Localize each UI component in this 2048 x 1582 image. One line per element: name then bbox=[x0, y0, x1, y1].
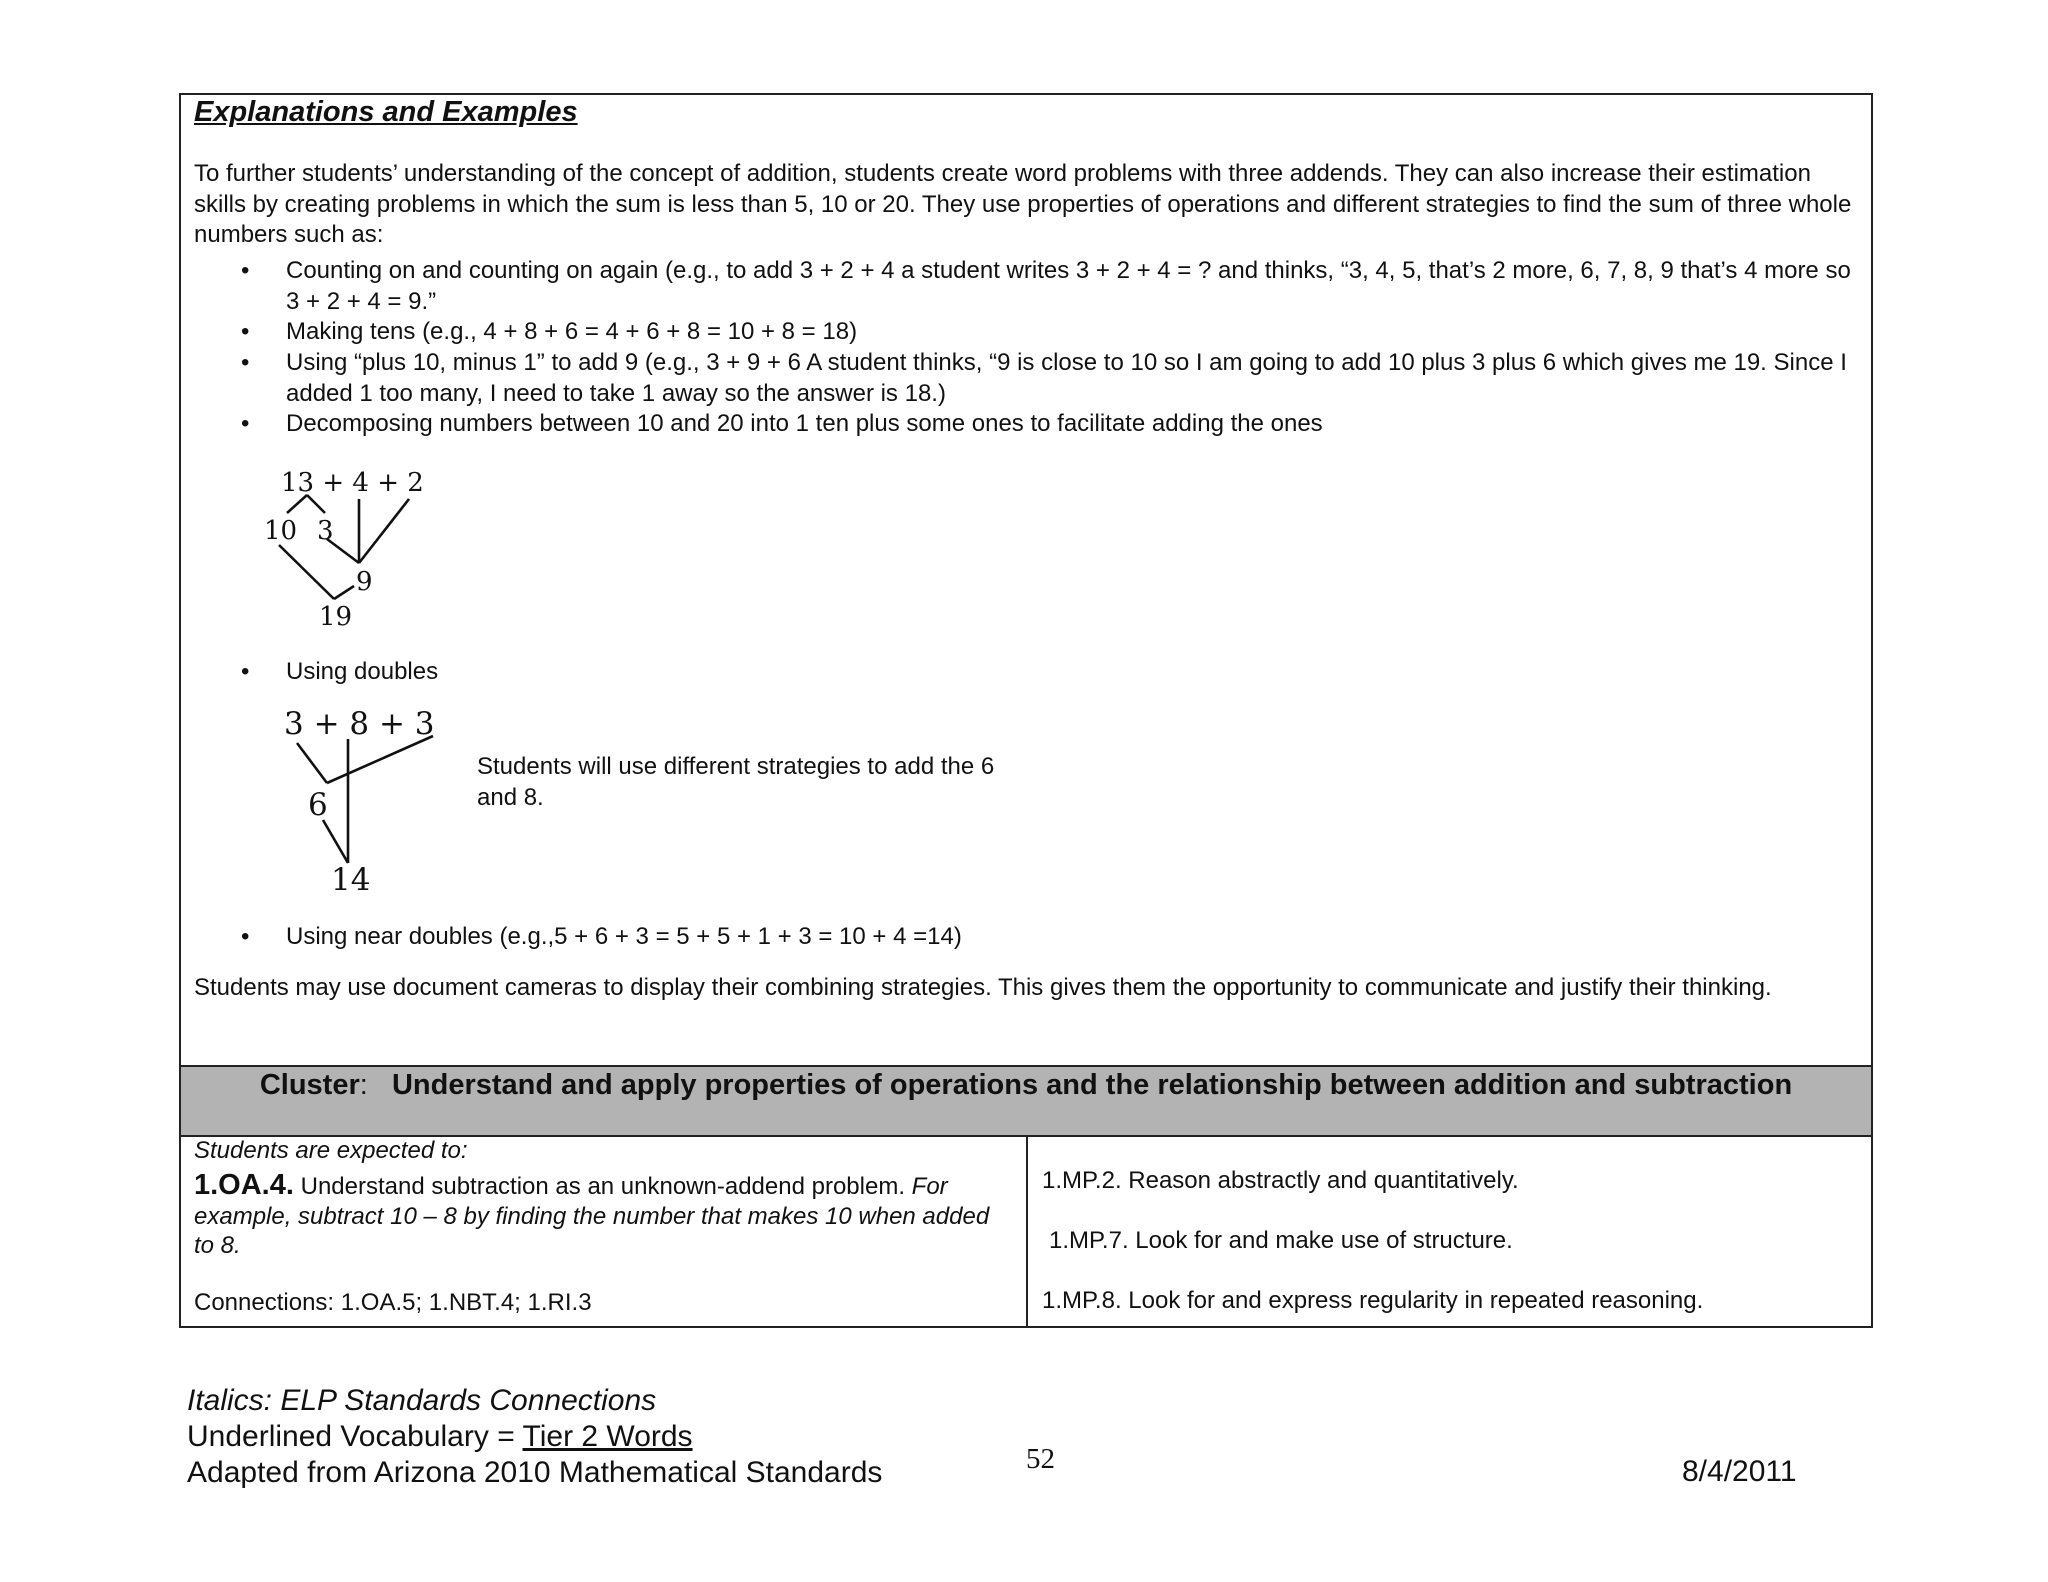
diagram-branch-line bbox=[359, 499, 409, 563]
closing-paragraph: Students may use document cameras to display their combining strategies. This gives them the opportunity to communicate and justify their thinking. bbox=[194, 974, 1772, 1001]
cluster-colon: : bbox=[359, 1069, 368, 1101]
diagram-branch-line bbox=[297, 743, 327, 783]
vocabulary-note bbox=[187, 1419, 882, 1455]
diagram-total: 14 bbox=[331, 862, 371, 893]
cluster-header bbox=[181, 1065, 1871, 1137]
standards-table bbox=[179, 93, 1873, 1328]
bullet-icon: • bbox=[241, 923, 250, 950]
practices-cell bbox=[1028, 1137, 1871, 1328]
footer-notes bbox=[187, 1383, 882, 1491]
bullet-icon: • bbox=[241, 658, 250, 685]
strategy-text: Making tens (e.g., 4 + 8 + 6 = 4 + 6 + 8 = 10 + 8 = 18) bbox=[286, 318, 858, 345]
strategy-text: Decomposing numbers between 10 and 20 into 1 ten plus some ones to facilitate adding the ones bbox=[286, 410, 1323, 437]
practice-item: 1.MP.2. Reason abstractly and quantitatively. bbox=[1042, 1167, 1519, 1194]
practice-item: 1.MP.8. Look for and express regularity in repeated reasoning. bbox=[1042, 1287, 1704, 1314]
diagram-expression: 3 + 8 + 3 bbox=[284, 706, 435, 742]
explanations-section bbox=[181, 95, 1871, 1065]
bullet-icon: • bbox=[241, 257, 250, 284]
standard-cell bbox=[181, 1137, 1028, 1328]
vocabulary-term: Tier 2 Words bbox=[522, 1420, 693, 1453]
cluster-title: Understand and apply properties of operations and the relationship between addition and subtraction bbox=[391, 1069, 1793, 1101]
diagram-branch-line bbox=[327, 539, 359, 563]
diagram-six: 6 bbox=[308, 787, 328, 823]
expected-label: Students are expected to: bbox=[194, 1137, 468, 1164]
doubles-note: Students will use different strategies to add the 6 and 8. bbox=[477, 753, 995, 811]
document-date: 8/4/2011 bbox=[1682, 1455, 1797, 1488]
strategy-text: Counting on and counting on again (e.g., to add 3 + 2 + 4 a student writes 3 + 2 + 4 = ? and thinks, “3, 4, 5, that’s 2 more, 6, 7, 8, 9 that’s 4 more so 3 + 2 + 4 = 9.” bbox=[286, 257, 1851, 315]
standards-row bbox=[181, 1137, 1871, 1328]
diagram-nine: 9 bbox=[356, 567, 373, 597]
source-note: Adapted from Arizona 2010 Mathematical Standards bbox=[187, 1456, 883, 1489]
diagram-ten: 10 bbox=[264, 516, 298, 546]
diagram-branch-line bbox=[279, 545, 334, 599]
strategy-text: Using near doubles (e.g.,5 + 6 + 3 = 5 + 5 + 1 + 3 = 10 + 4 =14) bbox=[286, 923, 962, 950]
vocabulary-prefix: Underlined Vocabulary = bbox=[187, 1420, 523, 1453]
bullet-icon: • bbox=[241, 410, 250, 437]
intro-paragraph: To further students’ understanding of the concept of addition, students create word problems with three addends. They can also increase their estimation skills by creating problems in which the sum is less than 5, 10 or 20. They use properties of operations and different strategies to find the sum of three whole numbers such as: bbox=[194, 160, 1852, 248]
bullet-icon: • bbox=[241, 349, 250, 376]
section-heading: Explanations and Examples bbox=[194, 96, 578, 128]
bullet-icon: • bbox=[241, 318, 250, 345]
standard-text bbox=[194, 1171, 1014, 1261]
connections-text: Connections: 1.OA.5; 1.NBT.4; 1.RI.3 bbox=[194, 1289, 592, 1316]
practice-item: 1.MP.7. Look for and make use of structure. bbox=[1049, 1227, 1513, 1254]
strategy-text: Using “plus 10, minus 1” to add 9 (e.g., 3 + 9 + 6 A student thinks, “9 is close to 10 so I am going to add 10 plus 3 plus 6 which gives me 19. Since I added 1 too many, I need to take 1 away so the answer is 18.) bbox=[286, 349, 1847, 407]
italics-note: Italics: ELP Standards Connections bbox=[187, 1384, 657, 1417]
doubles-diagram bbox=[281, 703, 481, 893]
diagram-total: 19 bbox=[319, 602, 353, 629]
page-number: 52 bbox=[1026, 1443, 1055, 1475]
standard-code: 1.OA.4. bbox=[194, 1169, 294, 1201]
diagram-three: 3 bbox=[317, 516, 334, 546]
diagram-expression: 13 + 4 + 2 bbox=[281, 468, 424, 498]
cluster-label: Cluster bbox=[259, 1069, 360, 1101]
diagram-branch-line bbox=[323, 820, 348, 863]
standard-example: For example, subtract 10 – 8 by finding the number that makes 10 when added to 8. bbox=[194, 1173, 990, 1259]
diagram-branch-line bbox=[327, 736, 433, 783]
decomposition-diagram bbox=[261, 459, 461, 629]
diagram-branch-line bbox=[334, 586, 354, 599]
strategy-text: Using doubles bbox=[286, 658, 439, 685]
standard-description: Understand subtraction as an unknown-addend problem. bbox=[300, 1173, 905, 1200]
